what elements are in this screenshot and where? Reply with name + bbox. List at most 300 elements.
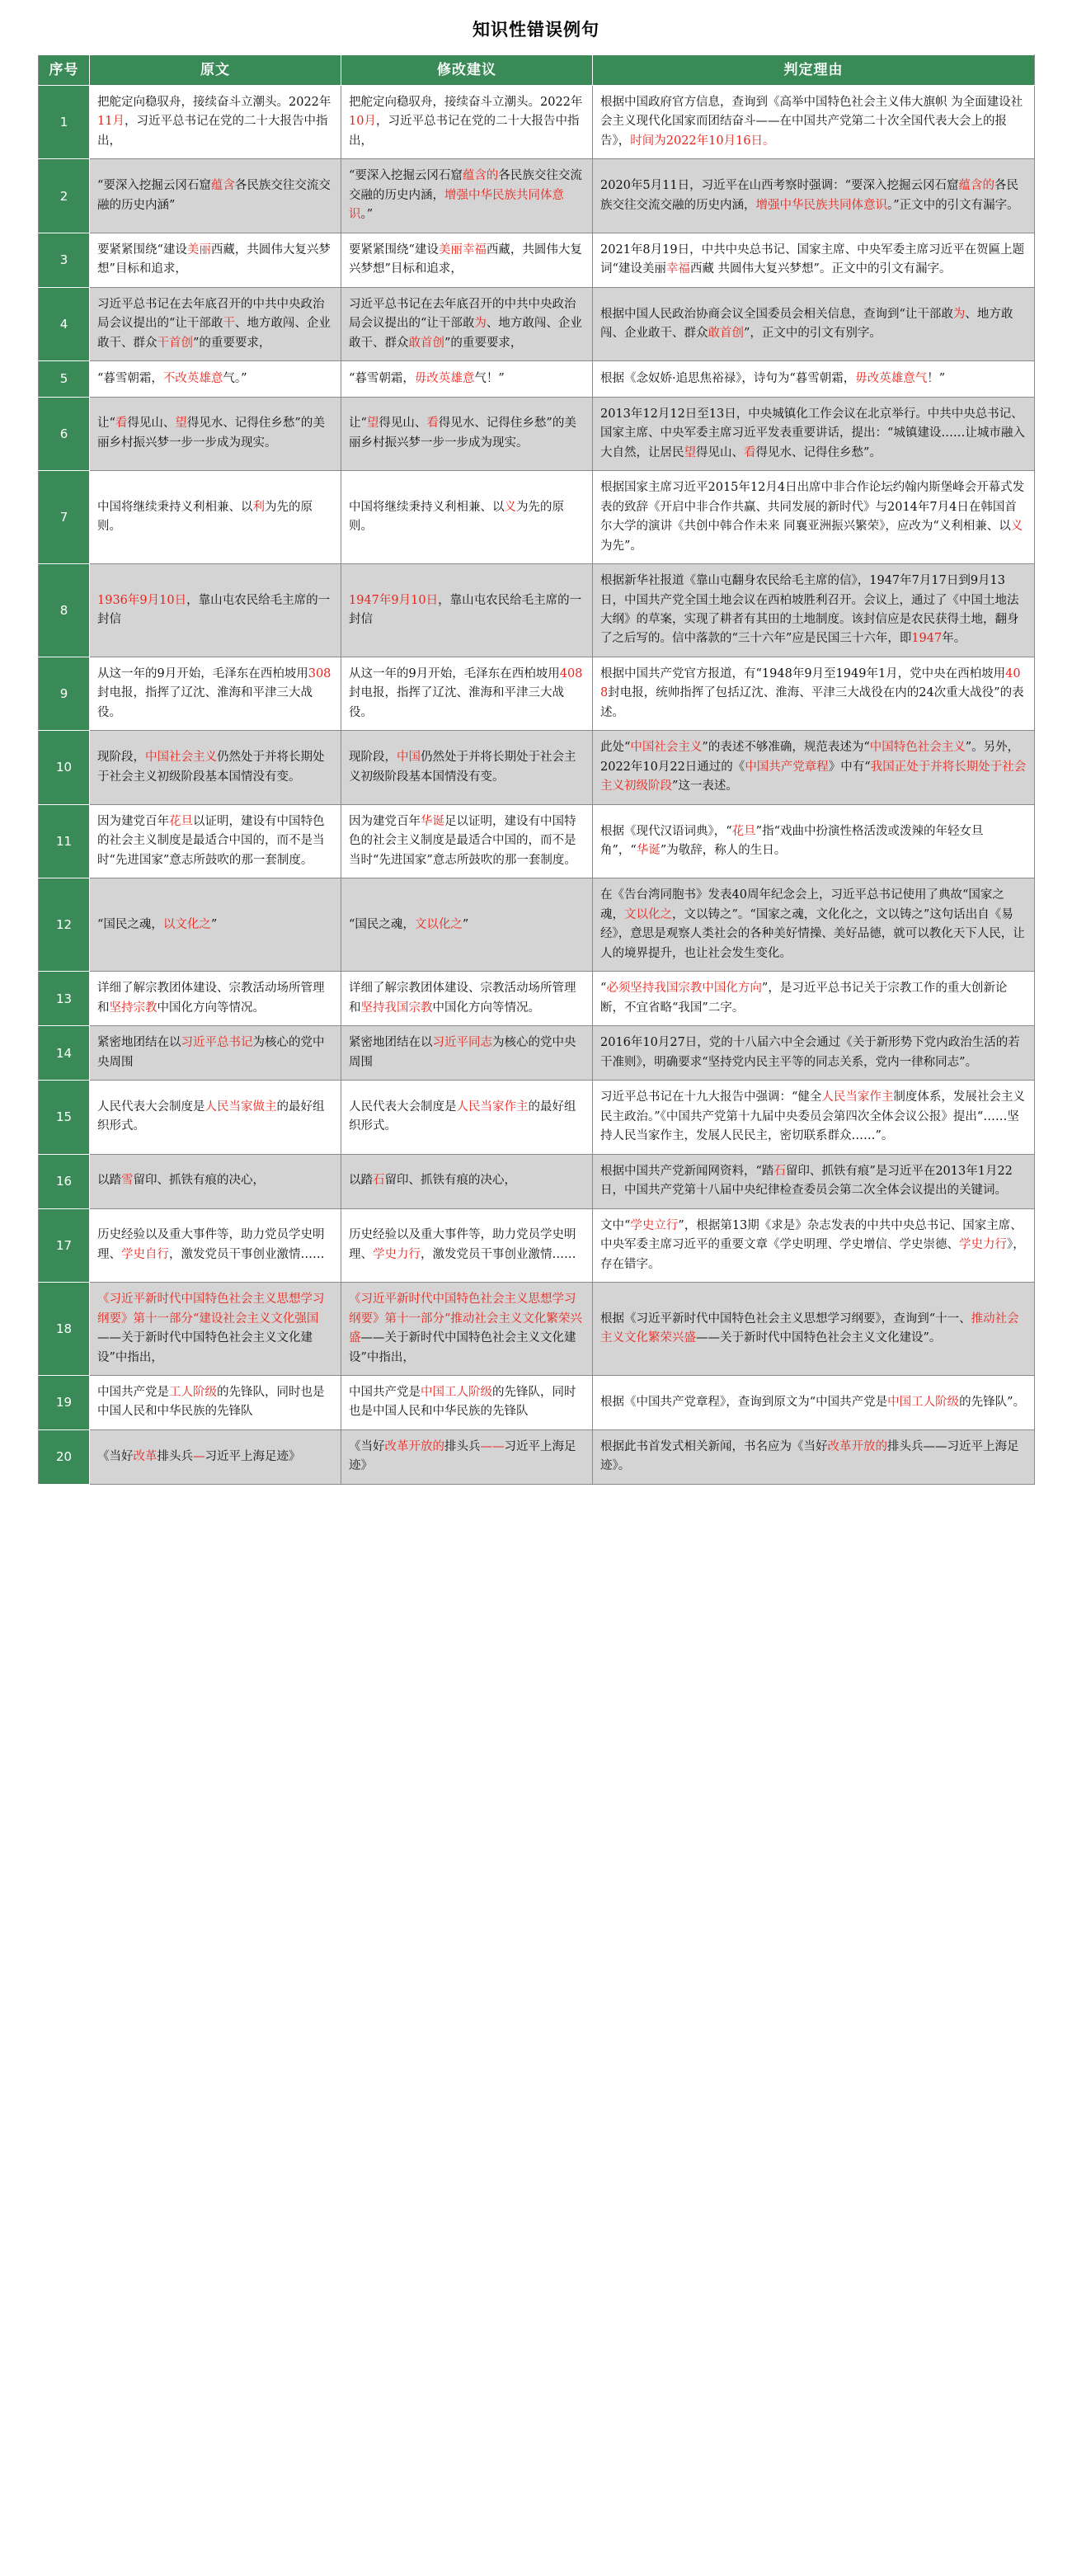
highlighted-text: 408 xyxy=(600,666,1021,700)
highlighted-text: 改革开放的 xyxy=(827,1439,887,1453)
plain-text: 足以证明，建设有中国特色的社会主义制度是最适合中国的，而不是当时“先进国家”意志所鼓吹的那一套制度。 xyxy=(349,814,576,867)
highlighted-text: 花旦 xyxy=(169,814,193,828)
plain-text: 》中有“ xyxy=(828,760,871,774)
reason-text-cell xyxy=(593,287,1035,360)
plain-text: 习近平总书记在去年底召开的中共中央政治局会议提出的“让干部敢 xyxy=(97,297,325,331)
plain-text: 气。” xyxy=(223,371,247,385)
suggestion-text-cell xyxy=(341,471,593,564)
plain-text: 现阶段， xyxy=(349,751,397,765)
plain-text: 让“ xyxy=(349,417,367,431)
table-row xyxy=(39,86,1035,159)
plain-text: 根据国家主席习近平2015年12月4日出席中非合作论坛约翰内斯堡峰会开幕式发表的致辞《开启中非合作共赢、共同发展的新时代》与2014年7月4日在韩国首尔大学的演讲《共创中韩合作未来 同襄亚洲振兴繁荣》，应改为“义利相兼、以 xyxy=(600,481,1025,534)
knowledge-error-table xyxy=(38,54,1035,1485)
plain-text: ”的表述不够准确，规范表述为“ xyxy=(702,741,870,755)
row-index-cell: 11 xyxy=(39,804,90,878)
row-index-cell: 16 xyxy=(39,1154,90,1208)
plain-text: 《当好 xyxy=(97,1449,134,1463)
original-text-cell xyxy=(90,471,341,564)
plain-text: 得见水、记得住乡愁”的美丽乡村振兴梦一步一步成为现实。 xyxy=(349,417,576,450)
original-text-cell xyxy=(90,1376,341,1430)
plain-text: 根据此书首发式相关新闻，书名应为《当好 xyxy=(600,1439,828,1453)
plain-text: 得见山、 xyxy=(696,445,744,459)
highlighted-text: 建设社会主义文化强国 xyxy=(199,1312,319,1326)
highlighted-text: 人民当家作主 xyxy=(821,1090,894,1104)
table-row xyxy=(39,1026,1035,1081)
plain-text: ” xyxy=(210,917,218,931)
highlighted-text: 敢首创 xyxy=(708,327,744,341)
row-index-cell: 13 xyxy=(39,972,90,1026)
suggestion-text-cell xyxy=(341,1081,593,1154)
original-text-cell xyxy=(90,233,341,287)
highlighted-text: 1947 xyxy=(911,632,943,646)
reason-text-cell xyxy=(593,1208,1035,1282)
plain-text: 各民族交往交流交融的历史内涵， xyxy=(600,179,1018,212)
highlighted-text: 望 xyxy=(684,445,696,459)
highlighted-text: 文以化之 xyxy=(624,907,672,921)
suggestion-text-cell xyxy=(341,1154,593,1208)
plain-text: 把舵定向稳驭舟，接续奋斗立潮头。2022年 xyxy=(97,96,331,109)
plain-text: 把舵定向稳驭舟，接续奋斗立潮头。2022年 xyxy=(349,96,583,109)
highlighted-text: 人民当家作主 xyxy=(456,1100,529,1114)
plain-text: ——关于新时代中国特色社会主义文化建设”。 xyxy=(696,1331,942,1345)
suggestion-text-cell xyxy=(341,1283,593,1376)
plain-text: 留印、抓铁有痕”是习近平在2013年1月22日，中国共产党第十八届中央纪律检查委员会第二次全体会议提出的关键词。 xyxy=(600,1164,1013,1198)
plain-text: “要深入挖掘云冈石窟 xyxy=(97,179,211,193)
plain-text: ”，正文中的引文有别字。 xyxy=(744,327,882,341)
plain-text: 排头兵 xyxy=(444,1439,481,1453)
plain-text: 根据中国人民政治协商会议全国委员会相关信息，查询到“让干部敢 xyxy=(600,307,953,321)
plain-text: 2013年12月12日至13日，中央城镇化工作会议在北京举行。中共中央总书记、国家主席、中央军委主席习近平发表重要讲话，提出：“城镇建设……让城市融入大自然，让居民 xyxy=(600,407,1025,459)
plain-text: 的先锋队，同时也是中国人民和中华民族的先锋队 xyxy=(97,1386,325,1419)
table-row xyxy=(39,657,1035,730)
plain-text: ”指“戏曲中扮演性格活泼或泼辣的年轻女旦角”，“ xyxy=(600,824,984,858)
highlighted-text: —— xyxy=(480,1439,505,1453)
table-row xyxy=(39,564,1035,657)
suggestion-text-cell xyxy=(341,878,593,972)
plain-text: 为先的原则。 xyxy=(97,500,313,534)
plain-text: 现阶段， xyxy=(97,751,145,765)
plain-text: 中国将继续秉持义利相兼、以 xyxy=(97,500,253,514)
highlighted-text: 不改英雄意 xyxy=(162,371,223,385)
plain-text: “国民之魂， xyxy=(349,917,415,931)
plain-text: 2016年10月27日，党的十八届六中全会通过《关于新形势下党内政治生活的若干准则》，明确要求“坚持党内民主平等的同志关系，党内一律称同志”。 xyxy=(600,1036,1020,1069)
highlighted-text: 中国共产党章程 xyxy=(745,760,829,774)
highlighted-text: 看 xyxy=(426,417,439,431)
original-text-cell xyxy=(90,731,341,804)
plain-text: 的最好组织形式。 xyxy=(349,1100,576,1133)
highlighted-text: 毋改英雄意气 xyxy=(855,371,928,385)
reason-text-cell xyxy=(593,361,1035,397)
plain-text: 西藏，共圆伟大复兴梦想”目标和追求， xyxy=(349,243,582,276)
table-row xyxy=(39,731,1035,804)
column-header-reason: 判定理由 xyxy=(593,55,1035,86)
highlighted-text: 中国 xyxy=(397,751,421,765)
plain-text: 仍然处于并将长期处于社会主义初级阶段基本国情没有变。 xyxy=(349,751,576,784)
highlighted-text: 学史立行 xyxy=(630,1218,679,1232)
highlighted-text: 学史力行 xyxy=(373,1247,421,1261)
highlighted-text: 必须坚持我国宗教中国化方向 xyxy=(606,982,762,996)
plain-text: 、地方敢闯、企业敢干、群众 xyxy=(349,317,582,350)
original-text-cell xyxy=(90,878,341,972)
reason-text-cell xyxy=(593,471,1035,564)
table-header xyxy=(39,55,1035,86)
row-index-cell: 2 xyxy=(39,159,90,233)
plain-text: 封电报，统帅指挥了包括辽沈、淮海、平津三大战役在内的24次重大战役”的表述。 xyxy=(600,686,1024,719)
highlighted-text: 推动社会主义文化繁荣兴盛 xyxy=(600,1312,1019,1345)
table-row xyxy=(39,233,1035,287)
reason-text-cell xyxy=(593,1081,1035,1154)
plain-text: 的先锋队，同时也是中国人民和中华民族的先锋队 xyxy=(349,1386,576,1419)
highlighted-text: 1947年9月10日 xyxy=(349,593,439,607)
plain-text: 习近平总书记在去年底召开的中共中央政治局会议提出的“让干部敢 xyxy=(349,297,576,331)
plain-text: 得见水、记得住乡愁”的美丽乡村振兴梦一步一步成为现实。 xyxy=(97,417,325,450)
plain-text: 。”正文中的引文有漏字。 xyxy=(887,198,1019,212)
plain-text: ”这一表述。 xyxy=(672,779,738,794)
plain-text: 得见水、记得住乡愁”。 xyxy=(755,445,882,459)
original-text-cell xyxy=(90,86,341,159)
plain-text: 从这一年的9月开始，毛泽东在西柏坡用 xyxy=(97,666,308,680)
plain-text: “暮雪朝霜， xyxy=(97,371,163,385)
suggestion-text-cell xyxy=(341,233,593,287)
reason-text-cell xyxy=(593,972,1035,1026)
header-row xyxy=(39,55,1035,86)
plain-text: 习近平上海足迹》 xyxy=(205,1449,301,1463)
plain-text: 从这一年的9月开始，毛泽东在西柏坡用 xyxy=(349,666,560,680)
plain-text: 西藏，共圆伟大复兴梦想”目标和追求， xyxy=(97,243,331,276)
plain-text: 详细了解宗教团体建设、宗教活动场所管理和 xyxy=(349,982,576,1015)
plain-text: 此处“ xyxy=(600,741,631,755)
table-row xyxy=(39,1429,1035,1484)
table-row xyxy=(39,804,1035,878)
highlighted-text: 华诞 xyxy=(636,844,661,858)
suggestion-text-cell xyxy=(341,86,593,159)
highlighted-text: 11月 xyxy=(97,115,125,129)
plain-text: 人民代表大会制度是 xyxy=(97,1100,205,1114)
plain-text: ”，是习近平总书记关于宗教工作的重大创新论断，不宜省略“我国”二字。 xyxy=(600,982,1008,1015)
highlighted-text: 10月 xyxy=(349,115,376,129)
plain-text: ——关于新时代中国特色社会主义文化建设”中指出， xyxy=(349,1331,576,1364)
plain-text: ”为敬辞，称人的生日。 xyxy=(660,844,787,858)
suggestion-text-cell xyxy=(341,159,593,233)
highlighted-text: 看 xyxy=(115,417,128,431)
original-text-cell xyxy=(90,1026,341,1081)
column-header-suggestion: 修改建议 xyxy=(341,55,593,86)
highlighted-text: 华诞 xyxy=(421,814,444,828)
plain-text: 中国化方向等情况。 xyxy=(432,1001,540,1015)
plain-text: 2020年5月11日，习近平在山西考察时强调：“要深入挖掘云冈石窟 xyxy=(600,179,959,193)
reason-text-cell xyxy=(593,804,1035,878)
plain-text: ”。另外，2022年10月22日通过的《 xyxy=(600,741,1020,774)
original-text-cell xyxy=(90,1208,341,1282)
plain-text: 中国共产党是 xyxy=(349,1386,421,1399)
highlighted-text: 《习近平新时代中国特色社会主义思想学习纲要》第十一部分“ xyxy=(349,1293,576,1326)
plain-text: 根据《现代汉语词典》，“ xyxy=(600,824,732,838)
highlighted-text: 我国正处于并将长期处于社会主义初级阶段 xyxy=(600,760,1027,794)
highlighted-text: 望 xyxy=(366,417,379,431)
suggestion-text-cell xyxy=(341,397,593,470)
original-text-cell xyxy=(90,657,341,730)
highlighted-text: 幸福 xyxy=(665,262,690,276)
plain-text: ，靠山屯农民给毛主席的一封信 xyxy=(349,593,582,626)
plain-text: 留印、抓铁有痕的决心， xyxy=(133,1174,265,1188)
plain-text: 根据中国政府官方信息，查询到《高举中国特色社会主义伟大旗帜 为全面建设社会主义现代化国家而团结奋斗——在中国共产党第二十次全国代表大会上的报告》， xyxy=(600,96,1023,148)
plain-text: ，习近平总书记在党的二十大报告中指出， xyxy=(97,115,328,148)
highlighted-text: 以文化之 xyxy=(162,917,211,931)
plain-text: 的最好组织形式。 xyxy=(97,1100,325,1133)
plain-text: 人民代表大会制度是 xyxy=(349,1100,457,1114)
suggestion-text-cell xyxy=(341,1429,593,1484)
highlighted-text: 中国社会主义 xyxy=(145,751,217,765)
plain-text: “国民之魂， xyxy=(97,917,163,931)
plain-text: 中国将继续秉持义利相兼、以 xyxy=(349,500,505,514)
plain-text: 》，存在错字。 xyxy=(600,1238,1025,1271)
plain-text: 2021年8月19日，中共中央总书记、国家主席、中央军委主席习近平在贺匾上题词“建设美丽 xyxy=(600,243,1025,276)
highlighted-text: 408 xyxy=(559,666,583,680)
highlighted-text: 308 xyxy=(308,666,331,680)
original-text-cell xyxy=(90,397,341,470)
table-row xyxy=(39,361,1035,397)
highlighted-text: — xyxy=(193,1449,205,1463)
highlighted-text: 中国工人阶级 xyxy=(421,1386,492,1399)
page-title: 知识性错误例句 xyxy=(473,20,599,40)
plain-text: 根据中国共产党官方报道，有“1948年9月至1949年1月，党中央在西柏坡用 xyxy=(600,666,1006,680)
table-row xyxy=(39,878,1035,972)
plain-text: 根据《中国共产党章程》，查询到原文为“中国共产党是 xyxy=(600,1395,888,1409)
original-text-cell xyxy=(90,361,341,397)
highlighted-text: 时间为2022年10月16日。 xyxy=(630,134,775,148)
highlighted-text: 蕴含的 xyxy=(958,179,994,193)
plain-text: 文中“ xyxy=(600,1218,631,1232)
original-text-cell xyxy=(90,804,341,878)
original-text-cell xyxy=(90,1081,341,1154)
plain-text: 要紧紧围绕“建设 xyxy=(349,243,439,257)
reason-text-cell xyxy=(593,564,1035,657)
plain-text: 中国共产党是 xyxy=(97,1386,169,1399)
highlighted-text: 推动社会主义文化繁荣兴盛 xyxy=(349,1312,582,1345)
table-row xyxy=(39,1154,1035,1208)
reason-text-cell xyxy=(593,1026,1035,1081)
highlighted-text: 增强中华民族共同体意识 xyxy=(349,188,564,222)
highlighted-text: 石 xyxy=(373,1174,385,1188)
suggestion-text-cell xyxy=(341,972,593,1026)
row-index-cell: 4 xyxy=(39,287,90,360)
plain-text: 制度体系，发展社会主义民主政治。”《中国共产党第十九届中央委员会第四次全体会议公报》提出“……坚持人民当家作主，发展人民民主，密切联系群众……”。 xyxy=(600,1090,1025,1143)
suggestion-text-cell xyxy=(341,564,593,657)
plain-text: ”的重要要求， xyxy=(193,336,271,350)
highlighted-text: 《习近平新时代中国特色社会主义思想学习纲要》第十一部分“ xyxy=(97,1293,325,1326)
suggestion-text-cell xyxy=(341,1026,593,1081)
highlighted-text: 蕴含 xyxy=(210,179,235,193)
original-text-cell xyxy=(90,564,341,657)
suggestion-text-cell xyxy=(341,287,593,360)
plain-text: 让“ xyxy=(97,417,115,431)
plain-text: 仍然处于并将长期处于社会主义初级阶段基本国情没有变。 xyxy=(97,751,325,784)
original-text-cell xyxy=(90,972,341,1026)
table-row xyxy=(39,1081,1035,1154)
plain-text: 封电报，指挥了辽沈、淮海和平津三大战役。 xyxy=(349,686,564,719)
plain-text: 习近平上海足迹》 xyxy=(349,1439,576,1473)
row-index-cell: 9 xyxy=(39,657,90,730)
plain-text: ，习近平总书记在党的二十大报告中指出， xyxy=(349,115,580,148)
row-index-cell: 19 xyxy=(39,1376,90,1430)
highlighted-text: 敢首创 xyxy=(408,336,444,350)
highlighted-text: 习近平总书记 xyxy=(181,1036,253,1050)
row-index-cell: 17 xyxy=(39,1208,90,1282)
plain-text: “暮雪朝霜， xyxy=(349,371,415,385)
highlighted-text: 中国工人阶级 xyxy=(887,1395,960,1409)
plain-text: 为先的原则。 xyxy=(349,500,564,534)
original-text-cell xyxy=(90,1429,341,1484)
plain-text: 的先锋队”。 xyxy=(959,1395,1026,1409)
reason-text-cell xyxy=(593,657,1035,730)
plain-text: 以证明，建设有中国特色的社会主义制度是最适合中国的，而不是当时“先进国家”意志所鼓吹的那一套制度。 xyxy=(97,814,325,867)
highlighted-text: 坚持宗教 xyxy=(109,1001,158,1015)
row-index-cell: 15 xyxy=(39,1081,90,1154)
plain-text: 封电报，指挥了辽沈、淮海和平津三大战役。 xyxy=(97,686,313,719)
highlighted-text: 中国社会主义 xyxy=(630,741,703,755)
highlighted-text: 蕴含的 xyxy=(462,169,499,183)
plain-text: “ xyxy=(600,982,607,996)
highlighted-text: 改革 xyxy=(133,1449,158,1463)
plain-text: 。” xyxy=(360,208,374,222)
highlighted-text: 文以化之 xyxy=(414,917,463,931)
highlighted-text: 中国特色社会主义 xyxy=(869,741,966,755)
highlighted-text: 雪 xyxy=(121,1174,134,1188)
highlighted-text: 花旦 xyxy=(731,824,756,838)
row-index-cell: 3 xyxy=(39,233,90,287)
highlighted-text: 学史自行 xyxy=(121,1247,169,1261)
row-index-cell: 20 xyxy=(39,1429,90,1484)
table-row xyxy=(39,287,1035,360)
plain-text: 因为建党百年 xyxy=(97,814,169,828)
plain-text: 各民族交往交流交融的历史内涵， xyxy=(349,169,582,202)
reason-text-cell xyxy=(593,159,1035,233)
row-index-cell: 12 xyxy=(39,878,90,972)
plain-text: 以踏 xyxy=(349,1174,373,1188)
column-header-index: 序号 xyxy=(39,55,90,86)
original-text-cell xyxy=(90,287,341,360)
row-index-cell: 7 xyxy=(39,471,90,564)
original-text-cell xyxy=(90,1154,341,1208)
highlighted-text: 坚持我国宗教 xyxy=(360,1001,433,1015)
row-index-cell: 8 xyxy=(39,564,90,657)
suggestion-text-cell xyxy=(341,804,593,878)
plain-text: 根据《念奴娇·追思焦裕禄》，诗句为“暮雪朝霜， xyxy=(600,371,856,385)
plain-text: 为核心的党中央周围 xyxy=(97,1036,325,1069)
highlighted-text: 改革开放的 xyxy=(384,1439,444,1453)
plain-text: ——关于新时代中国特色社会主义文化建设”中指出， xyxy=(97,1331,313,1364)
plain-text: 西藏 共圆伟大复兴梦想”。正文中的引文有漏字。 xyxy=(689,262,952,276)
plain-text: 为核心的党中央周围 xyxy=(349,1036,576,1069)
plain-text: 在《告台湾同胞书》发表40周年纪念会上，习近平总书记使用了典故“国家之魂， xyxy=(600,888,1004,921)
highlighted-text: 习近平同志 xyxy=(432,1036,492,1050)
highlighted-text: 义 xyxy=(504,500,516,514)
highlighted-text: 干 xyxy=(223,317,235,331)
row-index-cell: 14 xyxy=(39,1026,90,1081)
table-row xyxy=(39,1208,1035,1282)
column-header-original: 原文 xyxy=(90,55,341,86)
table-body xyxy=(39,86,1035,1485)
highlighted-text: 增强中华民族共同体意识 xyxy=(755,198,887,212)
table-row xyxy=(39,1283,1035,1376)
plain-text: ”的重要要求， xyxy=(444,336,523,350)
row-index-cell: 18 xyxy=(39,1283,90,1376)
plain-text: 详细了解宗教团体建设、宗教活动场所管理和 xyxy=(97,982,325,1015)
plain-text: ，激发党员干事创业激情…… xyxy=(169,1247,325,1261)
reason-text-cell xyxy=(593,1376,1035,1430)
reason-text-cell xyxy=(593,731,1035,804)
plain-text: 中国化方向等情况。 xyxy=(157,1001,265,1015)
plain-text: 历史经验以及重大事件等，助力党员学史明理、 xyxy=(349,1228,576,1261)
highlighted-text: 学史力行 xyxy=(959,1238,1007,1252)
row-index-cell: 1 xyxy=(39,86,90,159)
highlighted-text: 看 xyxy=(744,445,756,459)
plain-text: 紧密地团结在以 xyxy=(349,1036,433,1050)
plain-text: 排头兵——习近平上海足迹》。 xyxy=(600,1439,1019,1473)
plain-text: 紧密地团结在以 xyxy=(97,1036,181,1050)
plain-text: 根据中国共产党新闻网资料，“踏 xyxy=(600,1164,774,1178)
plain-text: 以踏 xyxy=(97,1174,121,1188)
reason-text-cell xyxy=(593,1283,1035,1376)
plain-text: ” xyxy=(462,917,469,931)
plain-text: 各民族交往交流交融的历史内涵” xyxy=(97,179,331,212)
plain-text: “要深入挖掘云冈石窟 xyxy=(349,169,463,183)
reason-text-cell xyxy=(593,233,1035,287)
highlighted-text: 义 xyxy=(1010,520,1023,534)
plain-text: 因为建党百年 xyxy=(349,814,421,828)
suggestion-text-cell xyxy=(341,657,593,730)
plain-text: 、地方敢闯、企业敢干、群众 xyxy=(97,317,331,350)
plain-text: ！” xyxy=(927,371,946,385)
highlighted-text: 干首创 xyxy=(157,336,193,350)
plain-text: 根据新华社报道《靠山屯翻身农民给毛主席的信》，1947年7月17日到9月13日，中国共产党全国土地会议在西柏坡胜利召开。会议上，通过了《中国土地法大纲》的草案，实现了耕者有其田的土地制度。该封信应是农民获得土地，翻身了之后写的。信中落款的“三十六年”应是民国三十六年，即 xyxy=(600,574,1019,646)
reason-text-cell xyxy=(593,1429,1035,1484)
reason-text-cell xyxy=(593,86,1035,159)
plain-text: 历史经验以及重大事件等，助力党员学史明理、 xyxy=(97,1228,325,1261)
plain-text: ，激发党员干事创业激情…… xyxy=(421,1247,576,1261)
highlighted-text: 美丽幸福 xyxy=(438,243,487,257)
plain-text: 排头兵 xyxy=(157,1449,193,1463)
plain-text: 气！” xyxy=(474,371,505,385)
reason-text-cell xyxy=(593,397,1035,470)
suggestion-text-cell xyxy=(341,731,593,804)
highlighted-text: 为 xyxy=(474,317,487,331)
original-text-cell xyxy=(90,159,341,233)
highlighted-text: 人民当家做主 xyxy=(205,1100,277,1114)
plain-text: 习近平总书记在十九大报告中强调：“健全 xyxy=(600,1090,822,1104)
table-row xyxy=(39,397,1035,470)
row-index-cell: 5 xyxy=(39,361,90,397)
highlighted-text: 1936年9月10日 xyxy=(97,593,187,607)
highlighted-text: 工人阶级 xyxy=(169,1386,217,1399)
table-row xyxy=(39,972,1035,1026)
plain-text: 年。 xyxy=(942,632,966,646)
table-row xyxy=(39,159,1035,233)
reason-text-cell xyxy=(593,878,1035,972)
suggestion-text-cell xyxy=(341,361,593,397)
plain-text: 得见山、 xyxy=(378,417,427,431)
plain-text: 、地方敢闯、企业敢干、群众 xyxy=(600,307,1013,341)
suggestion-text-cell xyxy=(341,1376,593,1430)
plain-text: ，靠山屯农民给毛主席的一封信 xyxy=(97,593,331,626)
original-text-cell xyxy=(90,1283,341,1376)
table-container xyxy=(38,54,1034,1485)
reason-text-cell xyxy=(593,1154,1035,1208)
table-row xyxy=(39,471,1035,564)
highlighted-text: 为 xyxy=(952,307,966,321)
table-row xyxy=(39,1376,1035,1430)
suggestion-text-cell xyxy=(341,1208,593,1282)
